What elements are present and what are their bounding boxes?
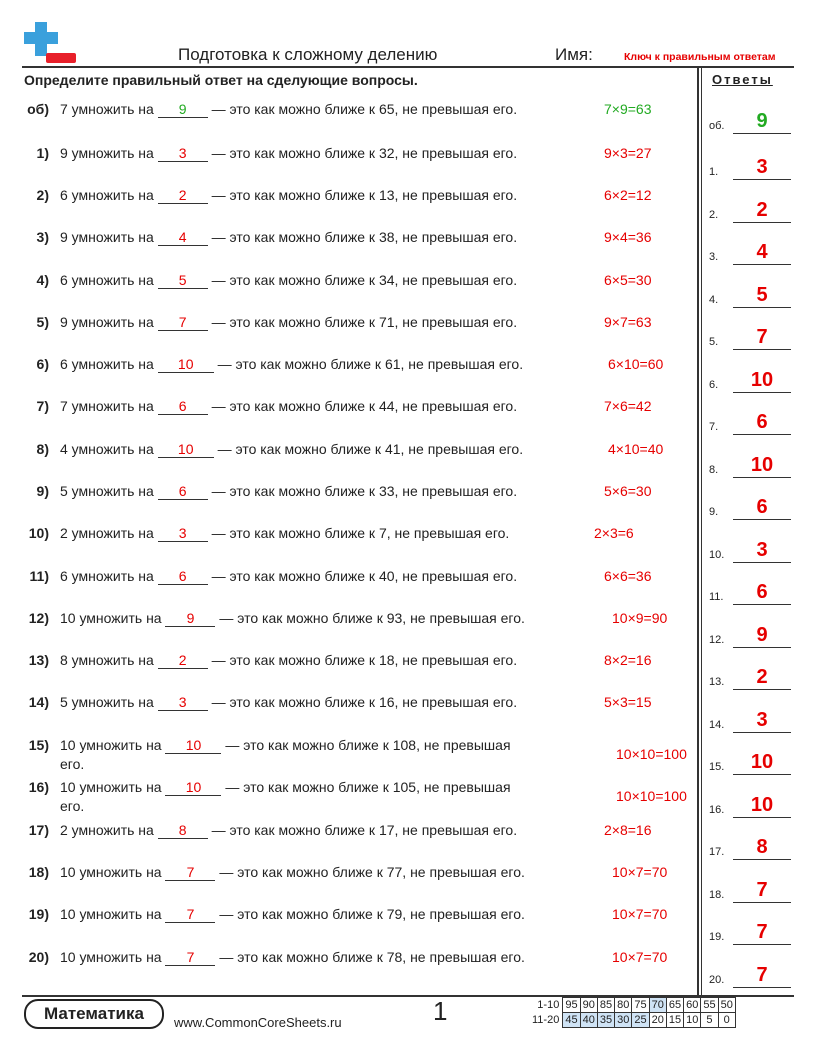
question-suffix: — это как можно ближе к 34, не превышая его. — [207, 272, 518, 288]
answer-blank[interactable]: 10 — [158, 441, 214, 458]
answer-blank[interactable]: 7 — [165, 864, 215, 881]
question-number: 16) — [28, 779, 49, 795]
answer-key-row — [709, 788, 791, 818]
question-suffix: — это как можно ближе к 78, не превышая его. — [215, 949, 525, 965]
question-number: 8) — [36, 441, 49, 457]
question-suffix-continued: его. — [60, 756, 85, 772]
calculation-hint: 6×10=60 — [608, 356, 664, 372]
answer-key-label: 17. — [709, 846, 725, 858]
worksheet-title: Подготовка к сложному делению — [178, 45, 438, 64]
score-table — [530, 997, 736, 1028]
question-row — [0, 441, 697, 481]
answer-blank[interactable]: 5 — [158, 272, 208, 289]
question-row — [0, 694, 697, 734]
question-row — [0, 187, 697, 227]
question-suffix: — это как можно ближе к 18, не превышая его. — [207, 652, 518, 668]
example-question — [0, 101, 697, 141]
question-text — [60, 272, 517, 289]
question-prefix: 8 умножить на — [60, 652, 158, 668]
score-cell: 90 — [580, 998, 597, 1013]
question-row — [0, 145, 697, 185]
question-text — [60, 906, 525, 923]
question-number: 19) — [28, 906, 49, 922]
question-row — [0, 822, 697, 862]
answer-key-label: 19. — [709, 931, 725, 943]
answer-blank[interactable]: 3 — [158, 525, 208, 542]
question-text — [60, 229, 517, 246]
question-suffix: — это как можно ближе к 16, не превышая его. — [207, 694, 518, 710]
score-cell: 30 — [615, 1013, 632, 1028]
answer-blank[interactable]: 6 — [158, 398, 208, 415]
answer-key-value: 5 — [733, 283, 791, 308]
answer-key-value: 3 — [733, 708, 791, 733]
answer-key-row — [709, 703, 791, 733]
answer-key-label: 4. — [709, 294, 719, 306]
question-prefix: 7 умножить на — [60, 398, 158, 414]
answer-blank[interactable]: 2 — [158, 187, 208, 204]
answer-key-value: 7 — [733, 325, 791, 350]
header-divider — [22, 66, 794, 68]
question-number: 14) — [28, 694, 49, 710]
answer-blank[interactable]: 10 — [165, 779, 221, 796]
question-text — [60, 356, 523, 373]
score-cell: 40 — [580, 1013, 597, 1028]
question-prefix: 4 умножить на — [60, 441, 158, 457]
instructions: Определите правильный ответ на сделующие вопросы. — [24, 72, 418, 88]
question-text — [60, 441, 523, 458]
question-prefix: 6 умножить на — [60, 187, 158, 203]
answer-key-value: 7 — [733, 878, 791, 903]
question-text — [60, 610, 525, 627]
calculation-hint: 6×5=30 — [604, 272, 652, 288]
calculation-hint: 10×10=100 — [616, 746, 687, 762]
answer-key-label: 11. — [709, 591, 724, 603]
question-prefix: 10 умножить на — [60, 906, 166, 922]
question-number: 1) — [36, 145, 49, 161]
question-suffix: — это как можно ближе к 40, не превышая его. — [207, 568, 518, 584]
question-prefix: 9 умножить на — [60, 314, 158, 330]
answer-key-label: 8. — [709, 464, 719, 476]
answer-blank[interactable]: 3 — [158, 145, 208, 162]
question-number: 20) — [28, 949, 49, 965]
score-cell: 10 — [684, 1013, 701, 1028]
answer-key-value: 6 — [733, 410, 791, 435]
answer-key-value: 2 — [733, 198, 791, 223]
answer-key-value: 10 — [733, 793, 791, 818]
question-number: 4) — [36, 272, 49, 288]
answer-key-label: 20. — [709, 974, 725, 986]
score-cell: 45 — [563, 1013, 580, 1028]
answer-key-row — [709, 915, 791, 945]
question-suffix-continued: его. — [60, 798, 85, 814]
answer-key-value: 4 — [733, 240, 791, 265]
calculation-hint: 6×2=12 — [604, 187, 652, 203]
question-number: 10) — [28, 525, 49, 541]
score-row — [530, 998, 735, 1013]
question-prefix: 10 умножить на — [60, 949, 166, 965]
question-prefix: 10 умножить на — [60, 779, 166, 795]
question-text — [60, 187, 517, 204]
score-cell: 55 — [701, 998, 718, 1013]
score-cell: 70 — [649, 998, 666, 1013]
calculation-hint: 4×10=40 — [608, 441, 664, 457]
question-text — [60, 737, 511, 754]
question-text — [60, 483, 517, 500]
question-prefix: 10 умножить на — [60, 864, 166, 880]
answer-key-value: 3 — [733, 155, 791, 180]
answer-key-row — [709, 448, 791, 478]
score-row — [530, 1013, 735, 1028]
answer-key-row — [709, 150, 791, 180]
answer-key-value: 3 — [733, 538, 791, 563]
calculation-hint: 6×6=36 — [604, 568, 652, 584]
answer-key-row — [709, 958, 791, 988]
answer-key-value: 6 — [733, 580, 791, 605]
question-prefix: 5 умножить на — [60, 483, 158, 499]
calculation-hint: 9×3=27 — [604, 145, 652, 161]
answer-key-row — [709, 278, 791, 308]
answer-blank[interactable]: 8 — [158, 822, 208, 839]
question-suffix: — это как можно ближе к 65, не превышая его. — [207, 101, 518, 117]
answer-key-value: 9 — [733, 109, 791, 134]
question-suffix: — это как можно ближе к 44, не превышая его. — [207, 398, 518, 414]
answer-key-row — [709, 745, 791, 775]
calculation-hint: 7×6=42 — [604, 398, 652, 414]
calculation-hint: 10×9=90 — [612, 610, 668, 626]
question-row — [0, 483, 697, 523]
question-text — [60, 779, 511, 796]
question-suffix: — это как можно ближе к 32, не превышая его. — [207, 145, 518, 161]
question-row — [0, 568, 697, 608]
plus-minus-logo-icon — [22, 22, 78, 68]
name-label: Имя: — [555, 45, 593, 64]
question-prefix: 5 умножить на — [60, 694, 158, 710]
question-suffix: — это как можно ближе к 13, не превышая его. — [207, 187, 518, 203]
answer-key-label: 7. — [709, 421, 719, 433]
question-prefix: 2 умножить на — [60, 525, 158, 541]
calculation-hint: 5×3=15 — [604, 694, 652, 710]
answer-key-row — [709, 104, 791, 134]
page-number: 1 — [433, 996, 448, 1026]
question-text — [60, 525, 509, 542]
question-number: 11) — [29, 568, 49, 584]
calculation-hint: 5×6=30 — [604, 483, 652, 499]
answer-blank[interactable]: 3 — [158, 694, 208, 711]
question-prefix: 9 умножить на — [60, 145, 158, 161]
question-number: 9) — [36, 483, 49, 499]
answer-blank[interactable]: 7 — [165, 949, 215, 966]
answer-key-label: 18. — [709, 889, 725, 901]
answer-blank[interactable]: 7 — [165, 906, 215, 923]
calculation-hint: 8×2=16 — [604, 652, 652, 668]
question-text — [60, 145, 517, 162]
answer-key-row — [709, 575, 791, 605]
answer-key-label: 9. — [709, 506, 719, 518]
answer-key-row — [709, 193, 791, 223]
question-suffix: — это как можно ближе к 41, не превышая его. — [213, 441, 524, 457]
question-row — [0, 652, 697, 692]
score-cell: 95 — [563, 998, 580, 1013]
question-prefix: 6 умножить на — [60, 568, 158, 584]
question-prefix: 6 умножить на — [60, 356, 158, 372]
question-text — [60, 568, 517, 585]
answer-key-label: 3. — [709, 251, 719, 263]
score-cell: 0 — [718, 1013, 735, 1028]
answer-blank[interactable]: 10 — [165, 737, 221, 754]
answer-blank[interactable]: 10 — [158, 356, 214, 373]
question-row — [0, 398, 697, 438]
answer-blank[interactable]: 9 — [158, 101, 208, 118]
question-row — [0, 779, 697, 819]
score-cell: 35 — [597, 1013, 614, 1028]
score-cell: 65 — [666, 998, 683, 1013]
question-prefix: 2 умножить на — [60, 822, 158, 838]
answer-blank[interactable]: 4 — [158, 229, 208, 246]
question-text — [60, 652, 517, 669]
question-row — [0, 906, 697, 946]
answer-blank[interactable]: 6 — [158, 483, 208, 500]
question-text — [60, 864, 525, 881]
answer-key-label: 16. — [709, 804, 725, 816]
question-suffix: — это как можно ближе к 7, не превышая его. — [207, 525, 510, 541]
answer-key-value: 6 — [733, 495, 791, 520]
answer-key-label: об. — [709, 120, 725, 132]
question-text — [60, 398, 517, 415]
answer-key-row — [709, 873, 791, 903]
question-text — [60, 314, 517, 331]
site-url: www.CommonCoreSheets.ru — [174, 1015, 342, 1030]
question-text — [60, 101, 517, 118]
answer-key-row — [709, 363, 791, 393]
calculation-hint: 7×9=63 — [604, 101, 652, 117]
answer-key-label: 10. — [709, 549, 725, 561]
question-prefix: 9 умножить на — [60, 229, 158, 245]
answer-key-row — [709, 405, 791, 435]
question-prefix: 10 умножить на — [60, 737, 166, 753]
score-row-label: 1-10 — [537, 999, 560, 1011]
question-row — [0, 737, 697, 777]
answer-key-label: 13. — [709, 676, 725, 688]
question-suffix: — это как можно ближе к 108, не превышая — [221, 737, 511, 753]
answer-key-label: 6. — [709, 379, 719, 391]
calculation-hint: 10×10=100 — [616, 788, 687, 804]
answer-key-row — [709, 490, 791, 520]
question-row — [0, 864, 697, 904]
question-prefix: 6 умножить на — [60, 272, 158, 288]
score-cell: 60 — [684, 998, 701, 1013]
question-number: 7) — [36, 398, 49, 414]
score-row-label: 11-20 — [532, 1014, 560, 1026]
question-text — [60, 694, 517, 711]
calculation-hint: 10×7=70 — [612, 864, 668, 880]
question-number: 3) — [36, 229, 49, 245]
answer-key-label: 12. — [709, 634, 725, 646]
answer-key-label: 5. — [709, 336, 719, 348]
score-cell: 85 — [597, 998, 614, 1013]
question-row — [0, 525, 697, 565]
question-row — [0, 949, 697, 989]
question-number: 17) — [28, 822, 49, 838]
question-suffix: — это как можно ближе к 77, не превышая его. — [215, 864, 525, 880]
question-row — [0, 272, 697, 312]
answer-key-value: 2 — [733, 665, 791, 690]
question-prefix: 10 умножить на — [60, 610, 166, 626]
answer-key-value: 7 — [733, 920, 791, 945]
score-cell: 50 — [718, 998, 735, 1013]
answer-key-label: 15. — [709, 761, 725, 773]
score-cell: 25 — [632, 1013, 649, 1028]
question-suffix: — это как можно ближе к 93, не превышая его. — [215, 610, 525, 626]
question-suffix: — это как можно ближе к 38, не превышая его. — [207, 229, 518, 245]
question-text — [60, 822, 517, 839]
answer-key-row — [709, 235, 791, 265]
question-suffix: — это как можно ближе к 105, не превышая — [221, 779, 511, 795]
answer-key-label: 1. — [709, 166, 719, 178]
answer-blank[interactable]: 7 — [158, 314, 208, 331]
score-cell: 75 — [632, 998, 649, 1013]
question-number: 18) — [28, 864, 49, 880]
question-number: 12) — [28, 610, 49, 626]
answer-blank[interactable]: 9 — [165, 610, 215, 627]
answer-key-value: 10 — [733, 368, 791, 393]
answer-key-label: 2. — [709, 209, 719, 221]
answer-key-row — [709, 533, 791, 563]
answer-blank[interactable]: 6 — [158, 568, 208, 585]
question-row — [0, 229, 697, 269]
answer-key-value: 10 — [733, 453, 791, 478]
answer-key-row — [709, 618, 791, 648]
question-number: 13) — [28, 652, 49, 668]
answer-key-value: 8 — [733, 835, 791, 860]
answer-key-row — [709, 830, 791, 860]
calculation-hint: 9×7=63 — [604, 314, 652, 330]
question-number: 5) — [36, 314, 49, 330]
question-number: 6) — [36, 356, 49, 372]
calculation-hint: 9×4=36 — [604, 229, 652, 245]
question-row — [0, 610, 697, 650]
answers-heading: Ответы — [712, 72, 773, 87]
calculation-hint: 10×7=70 — [612, 949, 668, 965]
score-cell: 20 — [649, 1013, 666, 1028]
answer-key-label: Ключ к правильным ответам — [624, 51, 776, 63]
answer-key-label: 14. — [709, 719, 725, 731]
calculation-hint: 2×8=16 — [604, 822, 652, 838]
question-text — [60, 949, 525, 966]
answer-column-divider — [697, 67, 699, 995]
score-cell: 80 — [615, 998, 632, 1013]
calculation-hint: 10×7=70 — [612, 906, 668, 922]
answer-blank[interactable]: 2 — [158, 652, 208, 669]
question-prefix: 7 умножить на — [60, 101, 158, 117]
answer-key-value: 7 — [733, 963, 791, 988]
question-suffix: — это как можно ближе к 33, не превышая его. — [207, 483, 518, 499]
answer-key-value: 10 — [733, 750, 791, 775]
brand-badge: Математика — [24, 999, 164, 1029]
score-cell: 15 — [666, 1013, 683, 1028]
answer-key-row — [709, 320, 791, 350]
question-suffix: — это как можно ближе к 17, не превышая его. — [207, 822, 518, 838]
question-suffix: — это как можно ближе к 71, не превышая его. — [207, 314, 518, 330]
question-row — [0, 356, 697, 396]
question-suffix: — это как можно ближе к 61, не превышая его. — [213, 356, 524, 372]
question-number: об) — [27, 101, 49, 117]
answer-key-row — [709, 660, 791, 690]
score-cell: 5 — [701, 1013, 718, 1028]
question-number: 2) — [36, 187, 49, 203]
question-number: 15) — [28, 737, 49, 753]
answer-column-divider-inner — [701, 67, 702, 995]
answer-key-value: 9 — [733, 623, 791, 648]
calculation-hint: 2×3=6 — [594, 525, 634, 541]
question-suffix: — это как можно ближе к 79, не превышая его. — [215, 906, 525, 922]
question-row — [0, 314, 697, 354]
